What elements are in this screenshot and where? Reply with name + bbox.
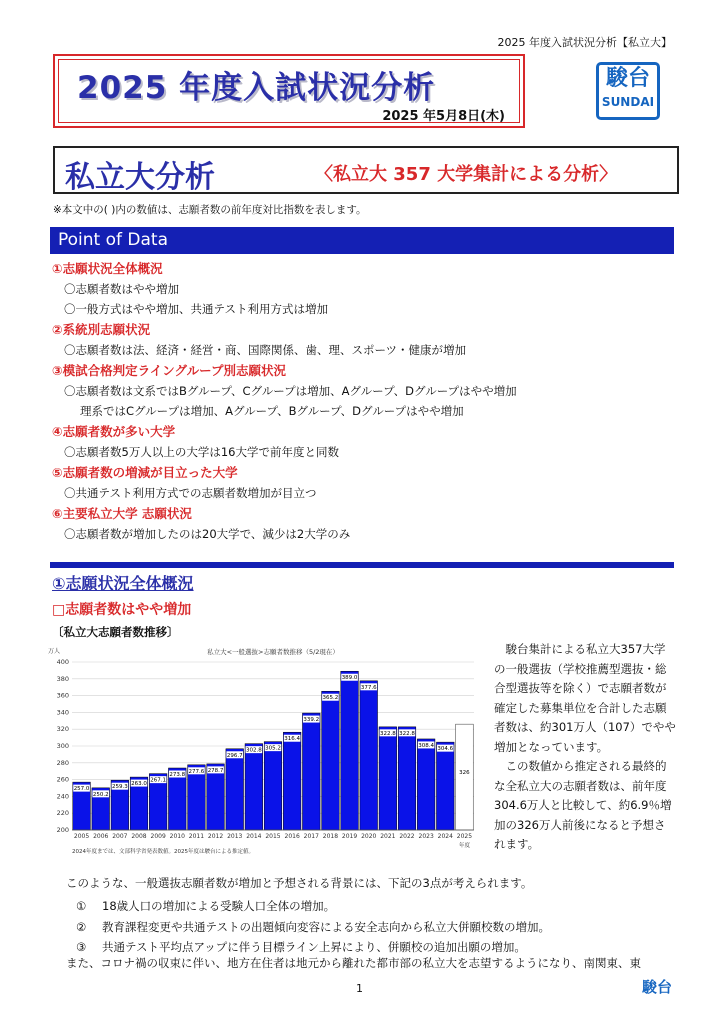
bar [264, 742, 282, 830]
x-tick-label: 2008 [131, 833, 147, 840]
pod-heading: ①志願状況全体概況 [52, 261, 163, 276]
data-label: 259.3 [111, 784, 128, 791]
x-tick-label: 2022 [399, 833, 415, 840]
pod-heading: ⑤志願者数の増減が目立った大学 [52, 465, 238, 480]
y-tick-label: 220 [56, 809, 69, 818]
data-label: 263.0 [131, 781, 147, 788]
pod-heading: ②系統別志願状況 [52, 322, 151, 337]
footnote: ※本文中の( )内の数値は、志願者数の前年度対比指数を表します。 [53, 204, 367, 216]
data-label: 308.4 [418, 742, 435, 749]
y-tick-label: 260 [56, 775, 69, 784]
bar [436, 742, 454, 830]
y-tick-label: 360 [56, 691, 69, 700]
pod-line: 〇志願者数は法、経済・経営・商、国際関係、歯、理、スポーツ・健康が増加 [64, 343, 467, 357]
x-tick-label: 2013 [227, 833, 243, 840]
title-box [53, 54, 525, 128]
body-intro: このような、一般選抜志願者数が増加と予想される背景には、下記の3点が考えられます。 [66, 876, 533, 890]
main-title: 2025 年度入試状況分析 [77, 70, 436, 106]
pod-heading: ⑥主要私立大学 志願状況 [52, 506, 192, 521]
data-label: 326 [459, 770, 470, 777]
pod-line: 〇一般方式はやや増加、共通テスト利用方式は増加 [64, 302, 329, 316]
x-tick-label: 2009 [150, 833, 166, 840]
side-paragraph: 駿台集計による私立大357大学の一般選抜（学校推薦型選抜・総合型選抜等を除く）で志願者数が確定した募集単位を合計した志願者数は、約301万人（107）でやや増加となっています。 [494, 642, 676, 754]
sundai-logo: 駿台 SUNDAI [596, 62, 660, 120]
x-tick-label: 2016 [284, 833, 300, 840]
x-tick-label: 2010 [169, 833, 185, 840]
y-tick-label: 300 [56, 742, 69, 750]
x-tick-label: 2018 [322, 833, 339, 840]
y-axis-label: 万人 [48, 648, 61, 655]
bar [341, 671, 359, 830]
x-tick-label: 2020 [361, 833, 377, 840]
x-tick-label: 2023 [418, 833, 434, 840]
x-tick-label: 2006 [93, 833, 109, 840]
bar [398, 727, 416, 830]
pod-line: 〇共通テスト利用方式での志願者数増加が目立つ [64, 486, 317, 500]
bar [456, 724, 474, 830]
data-label: 277.6 [188, 768, 205, 775]
data-label: 389.0 [341, 675, 358, 682]
applicants-bar-chart [46, 644, 486, 858]
data-label: 250.2 [92, 791, 109, 798]
list-item: ③ 共通テスト平均点アップに伴う目標ライン上昇により、併願校の追加出願の増加。 [76, 940, 526, 954]
x-axis-label: 年度 [458, 843, 470, 849]
data-label: 316.4 [284, 736, 301, 743]
bar [302, 713, 320, 830]
page-number: 1 [356, 982, 363, 995]
x-tick-label: 2005 [73, 833, 90, 840]
subtitle-box [53, 146, 679, 194]
chart-caption: 〔私立大志願者数推移〕 [52, 625, 179, 639]
bar [245, 744, 263, 830]
y-tick-label: 320 [56, 725, 69, 734]
y-tick-label: 400 [56, 658, 69, 666]
issue-date: 2025 年5月8日(木) [382, 109, 505, 124]
bar [226, 749, 244, 830]
bar [417, 739, 435, 830]
data-label: 365.2 [322, 695, 339, 702]
point-of-data-bar: Point of Data [50, 227, 674, 254]
x-tick-label: 2021 [380, 833, 396, 840]
y-tick-label: 240 [56, 792, 69, 801]
side-paragraph: この数値から推定される最終的な全私立大の志願者数は、前年度304.6万人と比較して、約6.9％増加の326万人前後になると予想されます。 [494, 759, 672, 851]
y-tick-label: 340 [56, 708, 69, 717]
x-tick-label: 2019 [341, 833, 358, 840]
footer-brand: 駿台 [641, 978, 672, 996]
data-label: 322.8 [399, 730, 415, 737]
x-tick-label: 2025 [456, 833, 473, 840]
subtitle-note: 〈私立大 357 大学集計による分析〉 [315, 164, 618, 185]
pod-heading: ③模試合格判定ライングループ別志願状況 [52, 363, 286, 378]
section-subheading: □志願者数はやや増加 [52, 602, 192, 618]
pod-line: 〇志願者数はやや増加 [64, 282, 179, 296]
data-label: 322.8 [379, 730, 396, 737]
bar [283, 732, 301, 830]
pod-line: 理系ではCグループは増加、Aグループ、Bグループ、Dグループはやや増加 [80, 404, 464, 418]
bar [379, 727, 397, 830]
x-tick-label: 2012 [207, 833, 224, 840]
list-item: ① 18歳人口の増加による受験人口全体の増加。 [76, 899, 336, 913]
data-label: 377.6 [360, 684, 377, 691]
reason-list [76, 896, 550, 958]
x-tick-label: 2015 [265, 833, 281, 840]
body-continuation: また、コロナ禍の収束に伴い、地方在住者は地元から離れた都市部の私立大を志望するようになり、南関東、東 [66, 956, 641, 970]
point-of-data-list [52, 258, 674, 544]
y-tick-label: 280 [56, 758, 69, 767]
data-label: 304.6 [437, 746, 454, 753]
data-label: 278.7 [207, 767, 224, 774]
running-title: 2025 年度入試状況分析【私立大】 [497, 36, 672, 49]
data-label: 339.2 [303, 717, 320, 724]
y-tick-label: 380 [56, 674, 69, 683]
x-tick-label: 2017 [303, 833, 319, 840]
pod-line: 〇志願者数5万人以上の大学は16大学で前年度と同数 [64, 445, 339, 459]
subtitle: 私立大分析 [65, 160, 215, 195]
x-tick-label: 2007 [112, 833, 128, 840]
data-label: 257.0 [73, 786, 90, 793]
x-tick-label: 2024 [437, 833, 453, 840]
bar [360, 681, 378, 830]
chart-source-note: 2024年度までは、文部科学省発表数値。2025年度は駿台による推定値。 [72, 849, 254, 855]
pod-line: 〇志願者数が増加したのは20大学で、減少は2大学のみ [64, 527, 351, 541]
side-text [494, 640, 676, 855]
pod-heading: ④志願者数が多い大学 [52, 424, 176, 439]
data-label: 296.7 [226, 752, 243, 759]
data-label: 267.1 [150, 777, 167, 784]
data-label: 305.2 [265, 745, 281, 752]
data-label: 302.8 [245, 747, 262, 754]
x-tick-label: 2014 [246, 833, 262, 840]
section-divider [50, 562, 674, 568]
pod-line: 〇志願者数は文系ではBグループ、Cグループは増加、Aグループ、Dグループはやや増加 [64, 384, 517, 398]
y-tick-label: 200 [56, 826, 69, 834]
bar [322, 691, 340, 830]
chart-title: 私立大<一般選抜>志願者数推移（5/2現在） [207, 648, 339, 656]
x-tick-label: 2011 [188, 833, 205, 840]
list-item: ② 教育課程変更や共通テストの出題傾向変容による安全志向から私立大併願校数の増加。 [76, 919, 551, 934]
data-label: 273.8 [169, 772, 186, 779]
section-heading: ①志願状況全体概況 [52, 574, 194, 593]
